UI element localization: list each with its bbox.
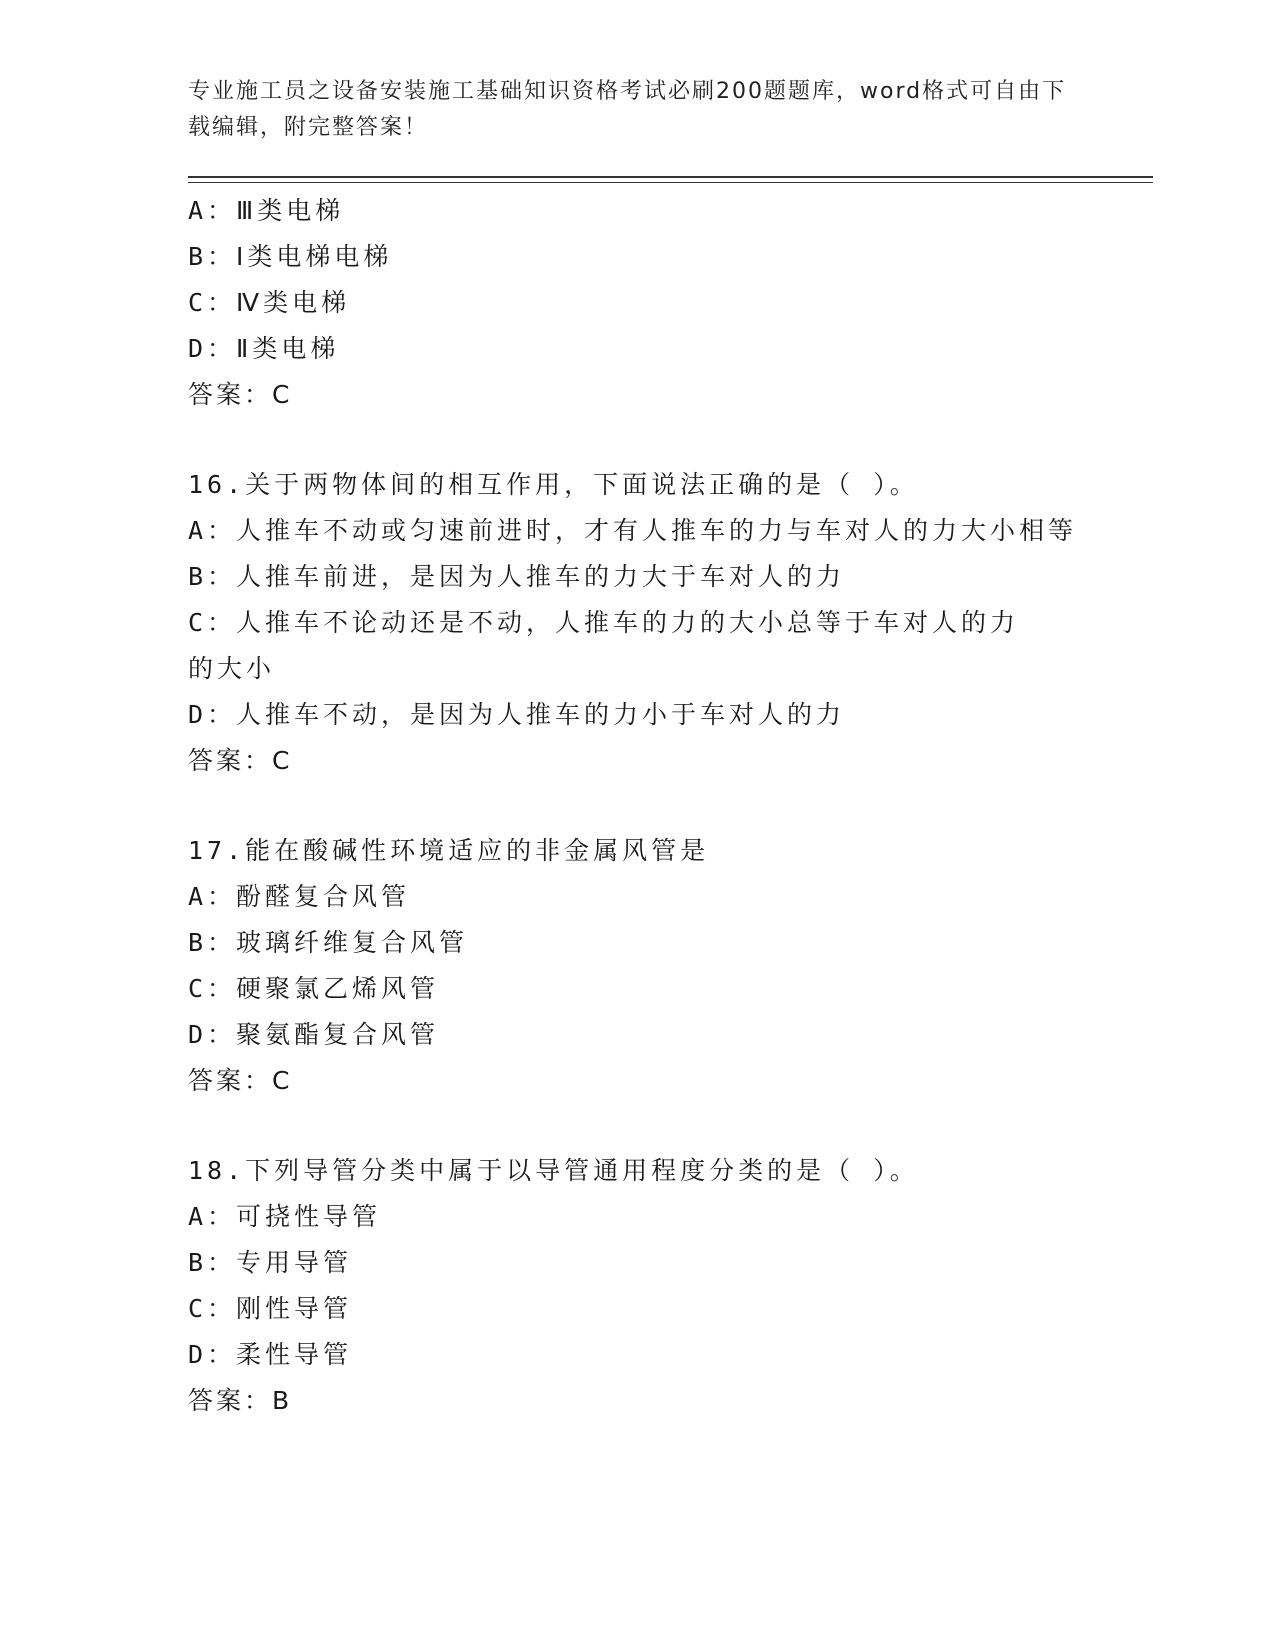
option-a: A：人推车不动或匀速前进时，才有人推车的力与车对人的力大小相等 xyxy=(188,516,1078,545)
question-text: 16.关于两物体间的相互作用，下面说法正确的是（ ）。 xyxy=(188,470,919,499)
option-b: B：专用导管 xyxy=(188,1248,353,1277)
option-d: D：聚氨酯复合风管 xyxy=(188,1020,440,1049)
question-text: 17.能在酸碱性环境适应的非金属风管是 xyxy=(188,836,710,865)
option-c: C：刚性导管 xyxy=(188,1294,353,1323)
option-a: A：Ⅲ类电梯 xyxy=(188,196,345,225)
answer-line: 答案：C xyxy=(188,1066,293,1095)
answer-line: 答案：C xyxy=(188,746,293,775)
option-c: C：Ⅳ类电梯 xyxy=(188,288,351,317)
question-text: 18.下列导管分类中属于以导管通用程度分类的是（ ）。 xyxy=(188,1156,919,1185)
header-divider-thin xyxy=(188,182,1153,183)
option-a: A：可挠性导管 xyxy=(188,1202,382,1231)
option-b: B：Ⅰ类电梯电梯 xyxy=(188,242,393,271)
question-block-17 xyxy=(188,828,1088,1104)
question-block-16 xyxy=(188,462,1088,784)
option-a: A：酚醛复合风管 xyxy=(188,882,411,911)
option-d: D：柔性导管 xyxy=(188,1340,353,1369)
option-c: C：人推车不论动还是不动，人推车的力的大小总等于车对人的力的大小 xyxy=(188,608,1020,683)
option-b: B：人推车前进，是因为人推车的力大于车对人的力 xyxy=(188,562,846,591)
option-d: D：Ⅱ类电梯 xyxy=(188,334,340,363)
answer-line: 答案：B xyxy=(188,1386,293,1415)
option-c: C：硬聚氯乙烯风管 xyxy=(188,974,440,1003)
option-b: B：玻璃纤维复合风管 xyxy=(188,928,469,957)
document-header: 专业施工员之设备安装施工基础知识资格考试必刷200题题库，word格式可自由下载编辑，附完整答案！ xyxy=(188,79,1067,140)
question-block-18 xyxy=(188,1148,1088,1424)
header-divider-thick xyxy=(188,176,1153,178)
question-block-15 xyxy=(188,188,1088,418)
option-d: D：人推车不动，是因为人推车的力小于车对人的力 xyxy=(188,700,846,729)
answer-line: 答案：C xyxy=(188,380,293,409)
question-list xyxy=(188,188,1088,1468)
